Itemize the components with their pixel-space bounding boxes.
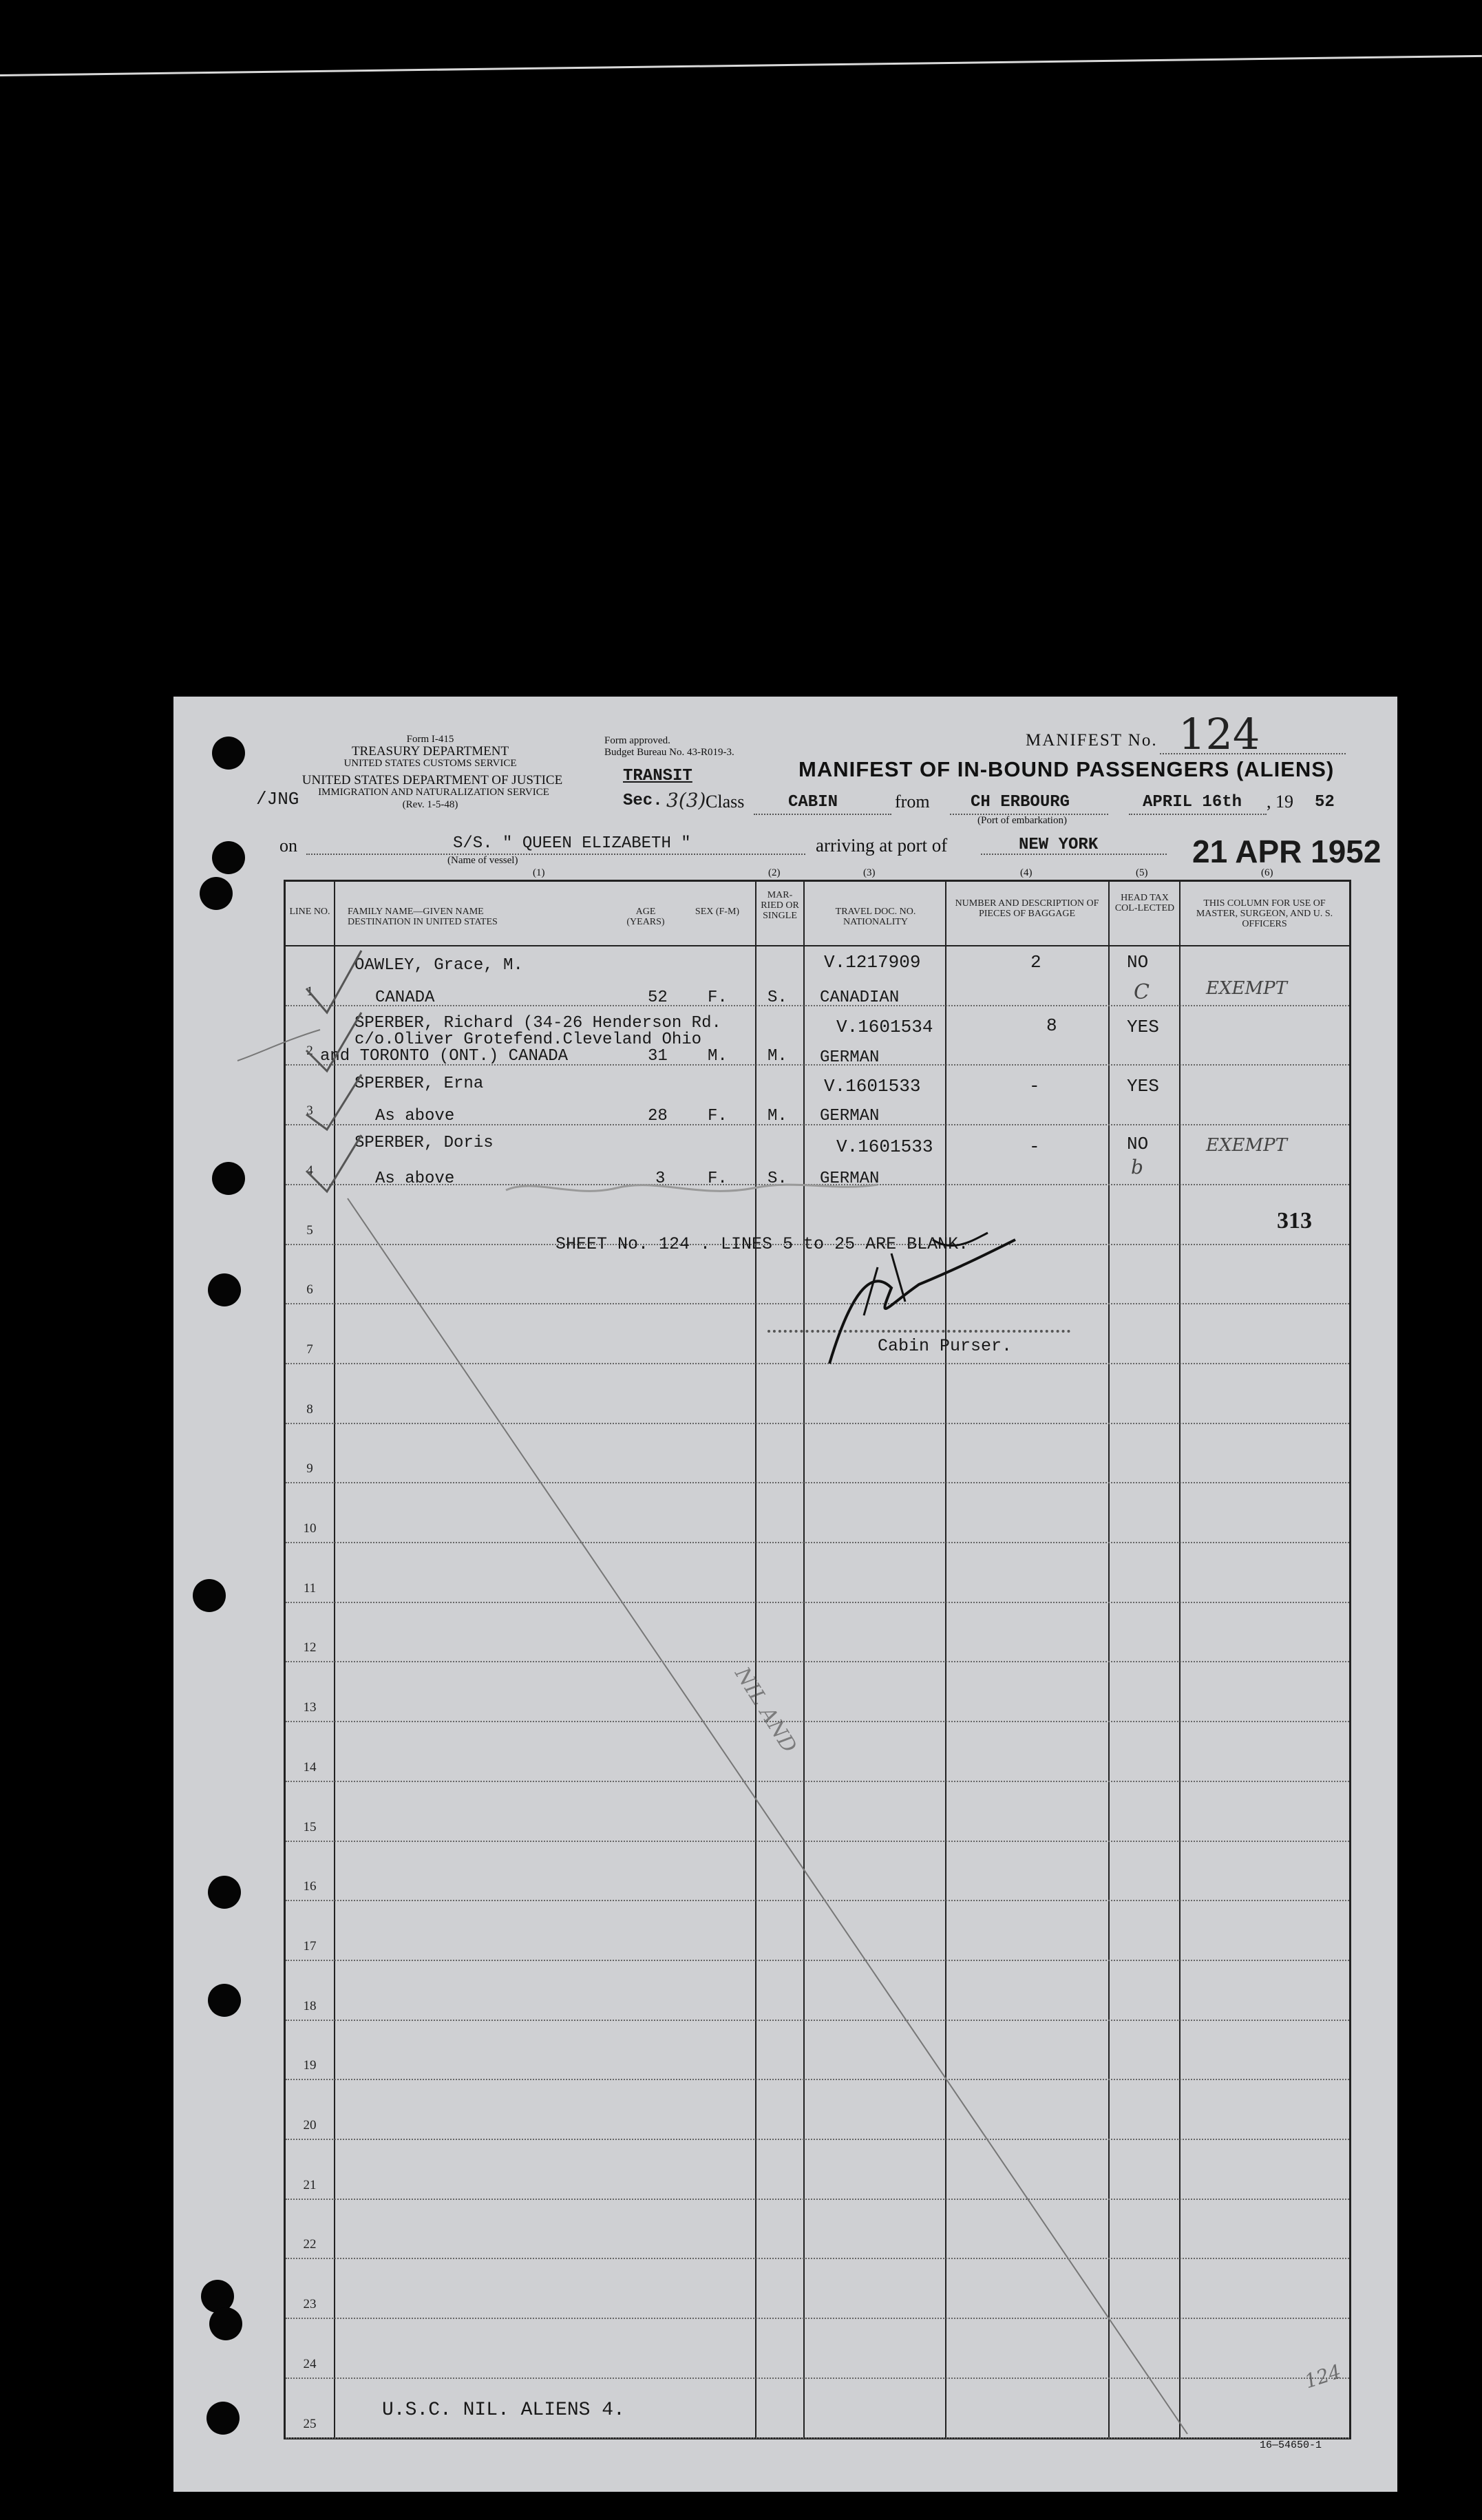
passenger-3-name: SPERBER, Erna	[354, 1074, 484, 1093]
punch-hole	[209, 2307, 242, 2340]
form-number: Form I-415	[406, 734, 454, 745]
col-number-6: (6)	[1261, 867, 1273, 878]
purser-title: Cabin Purser.	[878, 1336, 1013, 1356]
passenger-4-baggage: -	[1029, 1136, 1040, 1157]
line-number: 16	[303, 1879, 317, 1894]
passenger-1-head-tax: NO	[1127, 952, 1149, 973]
passenger-4-nationality: GERMAN	[820, 1169, 880, 1188]
passenger-table	[284, 880, 1351, 2439]
col-number-3: (3)	[863, 867, 876, 878]
footer-alien-count: U.S.C. NIL. ALIENS 4.	[382, 2400, 625, 2421]
arriving-label: arriving at port of	[816, 835, 948, 856]
line-number: 9	[306, 1461, 313, 1476]
passenger-1-name: OAWLEY, Grace, M.	[354, 956, 523, 975]
punch-hole	[212, 1162, 245, 1195]
col-header-baggage: NUMBER AND DESCRIPTION OF PIECES OF BAGGAGE	[955, 898, 1099, 919]
line-number: 17	[303, 1938, 317, 1953]
col-number-1: (1)	[533, 867, 545, 878]
from-label: from	[895, 792, 930, 812]
passenger-4-tax-note: b	[1131, 1156, 1143, 1178]
passenger-1-nationality: CANADIAN	[820, 988, 900, 1007]
class-label: Class	[706, 792, 745, 812]
passenger-2-nationality: GERMAN	[820, 1048, 880, 1067]
line-number: 6	[306, 1282, 313, 1298]
punch-hole	[208, 1876, 241, 1909]
passenger-1-age: 52	[648, 988, 668, 1007]
passenger-4-marital: S.	[768, 1169, 787, 1188]
col-number-4: (4)	[1020, 867, 1033, 878]
passenger-3-marital: M.	[768, 1107, 787, 1125]
year-value: 52	[1315, 793, 1335, 812]
punch-hole	[207, 2402, 240, 2435]
passenger-2-destination-line2: c/o.Oliver Grotefend.Cleveland Ohio	[354, 1030, 702, 1049]
customs-service: UNITED STATES CUSTOMS SERVICE	[343, 758, 517, 769]
section-label: Sec.	[623, 792, 663, 810]
col-header-officers: THIS COLUMN FOR USE OF MASTER, SURGEON, AND U. S. OFFICERS	[1196, 898, 1333, 929]
treasury-department: TREASURY DEPARTMENT	[351, 744, 509, 759]
passenger-3-nationality: GERMAN	[820, 1107, 880, 1125]
manifest-title: MANIFEST OF IN-BOUND PASSENGERS (ALIENS)	[798, 757, 1335, 781]
sailing-date: APRIL 16th	[1143, 793, 1242, 812]
vessel-caption: (Name of vessel)	[447, 855, 518, 866]
passenger-2-marital: M.	[768, 1047, 787, 1066]
arrival-port: NEW YORK	[1019, 836, 1099, 854]
line-number: 4	[306, 1163, 313, 1178]
passenger-4-destination: As above	[375, 1169, 455, 1188]
col-number-5: (5)	[1136, 867, 1148, 878]
passenger-2-head-tax: YES	[1127, 1017, 1159, 1037]
form-code: 16—54650-1	[1260, 2439, 1322, 2451]
punch-hole	[212, 737, 245, 770]
passenger-1-destination: CANADA	[375, 988, 435, 1007]
department-of-justice: UNITED STATES DEPARTMENT OF JUSTICE	[301, 773, 563, 787]
col-header-age: AGE (YEARS)	[626, 907, 665, 927]
punch-hole	[208, 1984, 241, 2017]
passenger-1-doc: V.1217909	[824, 952, 921, 973]
transit-label: TRANSIT	[623, 767, 692, 785]
vessel-name: S/S. " QUEEN ELIZABETH "	[453, 834, 691, 853]
revision-date: (Rev. 1-5-48)	[402, 799, 458, 810]
passenger-3-destination: As above	[375, 1107, 455, 1125]
immigration-service: IMMIGRATION AND NATURALIZATION SERVICE	[318, 787, 549, 798]
passenger-3-age: 28	[648, 1107, 668, 1125]
line-number: 10	[303, 1521, 317, 1536]
passenger-2-doc: V.1601534	[836, 1017, 933, 1037]
line-number: 25	[303, 2416, 317, 2431]
col-header-married: MAR-RIED OR SINGLE	[761, 890, 799, 921]
punch-hole	[200, 877, 233, 910]
passenger-2-baggage: 8	[1046, 1015, 1057, 1036]
passenger-2-sex: M.	[708, 1047, 728, 1066]
line-number: 2	[306, 1044, 313, 1059]
scanner-edge-line	[0, 55, 1482, 76]
punch-hole	[208, 1273, 241, 1306]
col-header-sex: SEX (F-M)	[695, 907, 740, 917]
section-value: 3(3)	[666, 789, 706, 812]
manifest-number: 124	[1178, 709, 1260, 759]
line-number: 8	[306, 1401, 313, 1417]
passenger-3-baggage: -	[1029, 1076, 1040, 1097]
line-number: 18	[303, 1998, 317, 2013]
nil-diagonal-note: NIL AND	[730, 1663, 801, 1757]
passenger-4-officer-note: EXEMPT	[1206, 1135, 1287, 1156]
pencil-marks	[286, 882, 1349, 2437]
budget-bureau: Budget Bureau No. 43-R019-3.	[604, 747, 734, 758]
line-number: 12	[303, 1640, 317, 1655]
line-number: 24	[303, 2356, 317, 2371]
sheet-note: SHEET No. 124 . LINES 5 to 25 ARE BLANK.	[555, 1234, 969, 1254]
form-approved: Form approved.	[604, 735, 670, 746]
passenger-4-sex: F.	[708, 1169, 728, 1188]
on-label: on	[279, 836, 297, 856]
line-number: 20	[303, 2118, 317, 2132]
line-number: 11	[303, 1580, 317, 1596]
line-number: 13	[303, 1700, 317, 1715]
line-number: 15	[303, 1819, 317, 1834]
passenger-1-baggage: 2	[1030, 952, 1041, 973]
passenger-4-doc: V.1601533	[836, 1136, 933, 1157]
embarkation-port: CH ERBOURG	[971, 793, 1070, 812]
punch-hole	[193, 1579, 226, 1612]
col-header-head-tax: HEAD TAX COL-LECTED	[1114, 893, 1175, 913]
passenger-1-tax-note: C	[1134, 980, 1150, 1004]
punch-hole	[212, 841, 245, 874]
line-number: 5	[306, 1222, 313, 1238]
passenger-1-sex: F.	[708, 988, 728, 1007]
line-number: 21	[303, 2177, 317, 2192]
passenger-2-name: SPERBER, Richard (34-26 Henderson Rd.	[354, 1014, 721, 1033]
passenger-1-officer-note: EXEMPT	[1206, 978, 1287, 999]
passenger-4-age: 3	[655, 1169, 666, 1188]
year-prefix: , 19	[1267, 792, 1293, 812]
col-header-travel-doc: TRAVEL DOC. NO. NATIONALITY	[835, 907, 916, 927]
arrival-date-stamp: 21 APR 1952	[1192, 834, 1382, 869]
passenger-2-age: 31	[648, 1047, 668, 1066]
line-number: 23	[303, 2297, 317, 2312]
line-number: 14	[303, 1759, 317, 1775]
line-number: 3	[306, 1103, 313, 1119]
line-number: 1	[306, 984, 313, 999]
passenger-2-destination: and TORONTO (ONT.) CANADA	[320, 1047, 569, 1066]
line-number: 7	[306, 1342, 313, 1357]
class-value: CABIN	[788, 793, 838, 812]
line-number: 19	[303, 2058, 317, 2073]
passenger-3-sex: F.	[708, 1107, 728, 1125]
passenger-3-doc: V.1601533	[824, 1076, 921, 1097]
passenger-3-head-tax: YES	[1127, 1076, 1159, 1097]
col-header-line: LINE NO.	[289, 907, 330, 917]
passenger-4-head-tax: NO	[1127, 1134, 1149, 1154]
col-number-2: (2)	[768, 867, 781, 878]
col-header-name: FAMILY NAME—GIVEN NAME DESTINATION IN UNITED STATES	[348, 907, 498, 927]
passenger-1-marital: S.	[768, 988, 787, 1007]
passenger-4-name: SPERBER, Doris	[354, 1134, 494, 1152]
corner-note: 124	[1302, 2360, 1344, 2393]
manifest-number-label: MANIFEST No.	[1026, 731, 1158, 750]
line-number: 22	[303, 2237, 317, 2252]
clerk-initials: /JNG	[256, 789, 299, 809]
port-caption: (Port of embarkation)	[977, 815, 1067, 826]
count-number: 313	[1277, 1208, 1312, 1233]
